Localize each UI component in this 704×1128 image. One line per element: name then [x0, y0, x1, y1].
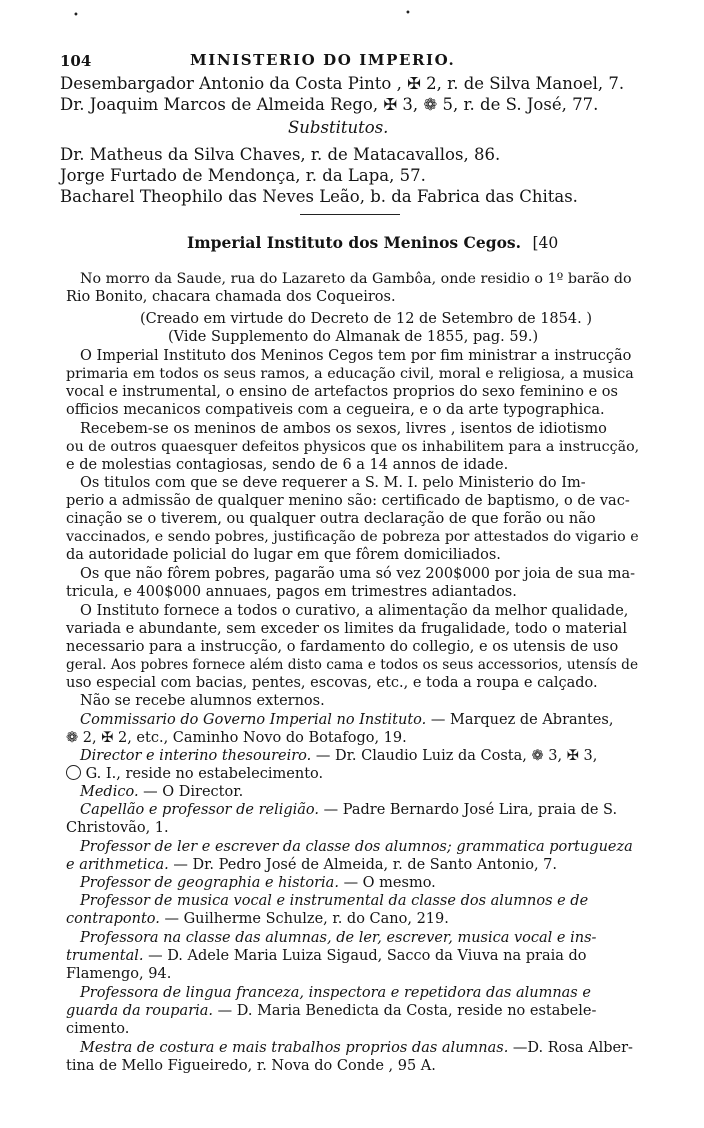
page-number: 104	[60, 52, 92, 70]
paragraph-line: Os que não fôrem pobres, pagarão uma só vez 200$000 por joia de sua ma-	[80, 566, 636, 582]
paragraph-line: perio a admissão de qualquer menino são: certificado de baptismo, o de vac-	[66, 493, 630, 509]
order-cross-icon: ✠	[383, 95, 398, 114]
substitutos-heading: Substitutos.	[288, 118, 389, 137]
staff-entry: Flamengo, 94.	[66, 966, 172, 982]
staff-entry: tina de Mello Figueiredo, r. Nova do Conde , 95 A.	[66, 1058, 436, 1074]
paragraph-line: Não se recebe alumnos externos.	[80, 693, 325, 709]
staff-entry: G. I., reside no estabelecimento.	[66, 765, 323, 783]
paragraph-line: Os titulos com que se deve requerer a S. M. I. pelo Ministerio do Im-	[80, 475, 586, 491]
staff-entry: guarda da rouparia. — D. Maria Benedicta da Costa, reside no estabele-	[66, 1003, 597, 1019]
judge-line-2: Dr. Joaquim Marcos de Almeida Rego, ✠ 3, ❁ 5, r. de S. José, 77.	[60, 95, 599, 114]
paragraph-line: officios mecanicos compativeis com a cegueira, e o da arte typographica.	[66, 402, 605, 418]
running-title: MINISTERIO DO IMPERIO.	[190, 51, 456, 69]
order-rose-icon: ❁	[66, 730, 79, 746]
bracket-number: [40	[532, 234, 559, 252]
staff-entry: Professor de musica vocal e instrumental da classe dos alumnos e de	[80, 893, 589, 909]
paragraph-line: vocal e instrumental, o ensino de artefactos proprios do sexo feminino e os	[66, 384, 618, 400]
staff-entry: contraponto. — Guilherme Schulze, r. do Cano, 219.	[66, 911, 449, 927]
substitute-line-3: Bacharel Theophilo das Neves Leão, b. da Fabrica das Chitas.	[60, 187, 578, 206]
location-line-2: Rio Bonito, chacara chamada dos Coqueiros.	[66, 289, 396, 305]
staff-entry: Professora de lingua franceza, inspectora e repetidora das alumnas e	[80, 985, 591, 1001]
section-divider	[300, 214, 400, 215]
paragraph-line: e de molestias contagiosas, sendo de 6 a 14 annos de idade.	[66, 457, 509, 473]
supplement-line: (Vide Supplemento do Almanak de 1855, pag. 59.)	[168, 329, 539, 345]
paragraph-line: vaccinados, e sendo pobres, justificação de pobreza por attestados do vigario e	[66, 529, 639, 545]
paragraph-line: Recebem-se os meninos de ambos os sexos, livres , isentos de idiotismo	[80, 421, 607, 437]
staff-entry: Mestra de costura e mais trabalhos proprios das alumnas. —D. Rosa Alber-	[80, 1040, 633, 1056]
staff-entry: Christovão, 1.	[66, 820, 169, 836]
paragraph-line: uso especial com bacias, pentes, escovas, etc., e toda a roupa e calçado.	[66, 675, 598, 691]
staff-entry: Director e interino thesoureiro. — Dr. Claudio Luiz da Costa, ❁ 3, ✠ 3,	[80, 748, 598, 764]
staff-entry: Commissario do Governo Imperial no Instituto. — Marquez de Abrantes,	[80, 712, 614, 728]
order-cross-icon: ✠	[101, 730, 114, 746]
decree-line: (Creado em virtude do Decreto de 12 de Setembro de 1854. )	[140, 311, 592, 327]
staff-entry: ❁ 2, ✠ 2, etc., Caminho Novo do Botafogo, 19.	[66, 730, 407, 746]
substitute-line-2: Jorge Furtado de Mendonça, r. da Lapa, 57.	[60, 166, 426, 185]
paragraph-line: tricula, e 400$000 annuaes, pagos em trimestres adiantados.	[66, 584, 517, 600]
paragraph-line: geral. Aos pobres fornece além disto cama e todos os seus accessorios, utensís de	[66, 657, 639, 673]
paragraph-line: necessario para a instrucção, o fardamento do collegio, e os utensis de uso	[66, 639, 619, 655]
paragraph-line: da autoridade policial do lugar em que fôrem domiciliados.	[66, 547, 501, 563]
substitute-line-1: Dr. Matheus da Silva Chaves, r. de Matacavallos, 86.	[60, 145, 501, 164]
paragraph-line: variada e abundante, sem exceder os limites da frugalidade, todo o material	[66, 621, 627, 637]
order-medal-icon	[66, 765, 81, 780]
staff-entry: Medico. — O Director.	[80, 784, 244, 800]
paragraph-line: O Imperial Instituto dos Meninos Cegos tem por fim ministrar a instrucção	[80, 348, 632, 364]
paragraph-line: primaria em todos os seus ramos, a educação civil, moral e religiosa, a musica	[66, 366, 634, 382]
paragraph-line: O Instituto fornece a todos o curativo, a alimentação da melhor qualidade,	[80, 603, 629, 619]
paragraph-line: cinação se o tiverem, ou qualquer outra declaração de que forão ou não	[66, 511, 596, 527]
print-speck-mark: •	[405, 8, 411, 19]
paragraph-line: ou de outros quaesquer defeitos physicos que os inhabilitem para a instrucção,	[66, 439, 640, 455]
order-rose-icon: ❁	[531, 748, 544, 764]
print-speck-mark: •	[73, 10, 79, 21]
order-cross-icon: ✠	[407, 74, 421, 93]
judge-line-1: Desembargador Antonio da Costa Pinto , ✠ 2, r. de Silva Manoel, 7.	[60, 74, 625, 93]
staff-entry: cimento.	[66, 1021, 130, 1037]
staff-entry: e arithmetica. — Dr. Pedro José de Almeida, r. de Santo Antonio, 7.	[66, 857, 557, 873]
staff-entry: Professor de geographia e historia. — O mesmo.	[80, 875, 436, 891]
staff-entry: trumental. — D. Adele Maria Luiza Sigaud, Sacco da Viuva na praia do	[66, 948, 587, 964]
staff-entry: Professora na classe das alumnas, de ler, escrever, musica vocal e ins-	[80, 930, 597, 946]
order-cross-icon: ✠	[566, 748, 579, 764]
institute-title: Imperial Instituto dos Meninos Cegos. [40	[187, 233, 559, 252]
order-rose-icon: ❁	[423, 95, 438, 114]
staff-entry: Capellão e professor de religião. — Padre Bernardo José Lira, praia de S.	[80, 802, 618, 818]
location-line-1: No morro da Saude, rua do Lazareto da Gambôa, onde residio o 1º barão do	[80, 271, 632, 287]
staff-entry: Professor de ler e escrever da classe dos alumnos; grammatica portugueza	[80, 839, 633, 855]
